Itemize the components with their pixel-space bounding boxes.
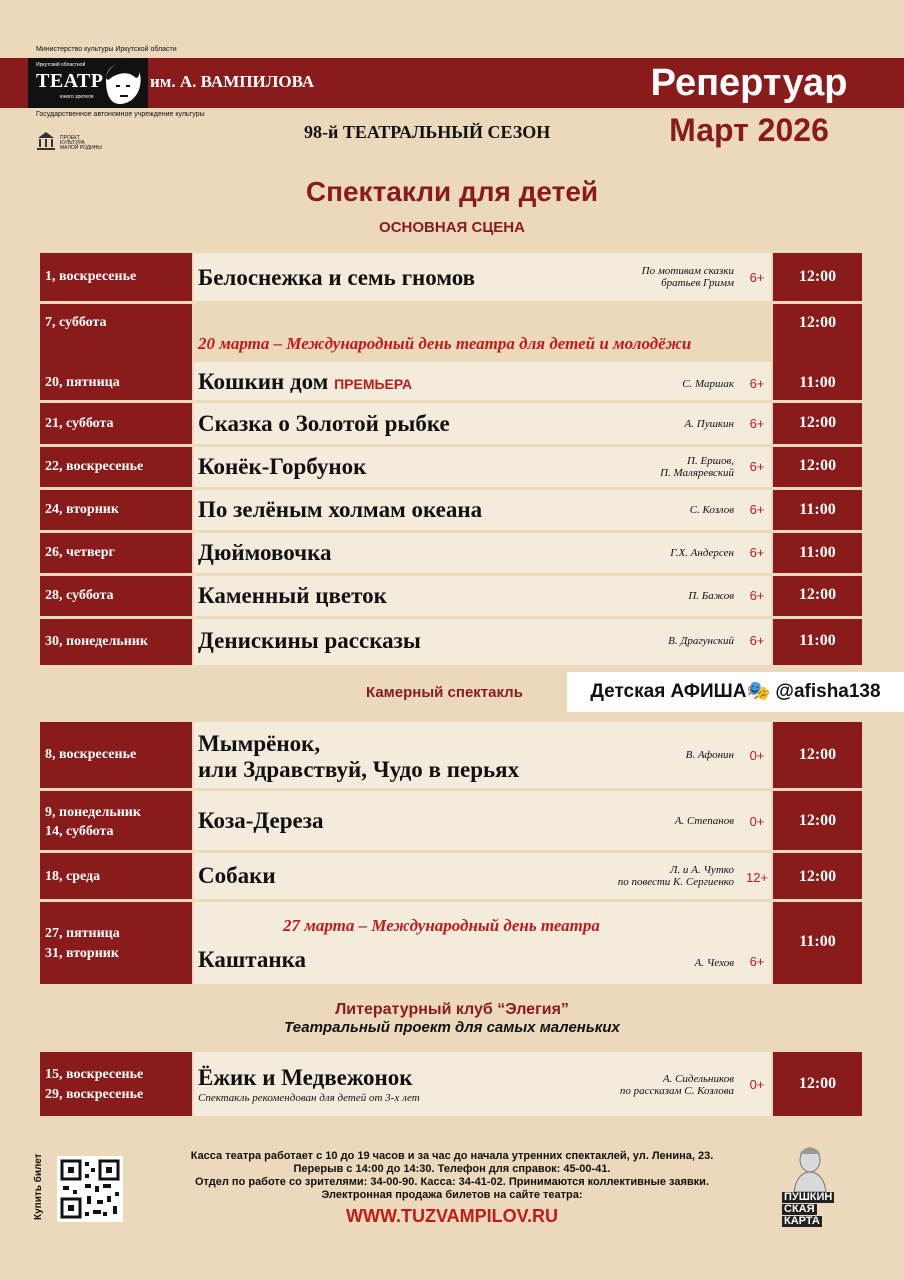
club-section-subtitle: Театральный проект для самых маленьких <box>284 1019 620 1036</box>
show-time: 12:00 <box>798 868 837 885</box>
logo-text: ТЕАТР <box>36 70 104 92</box>
event-note: 20 марта – Международный день театра для детей и молодёжи <box>198 334 692 353</box>
show-time: 11:00 <box>799 374 836 391</box>
logo-small-text: Иркутский областной <box>36 62 86 68</box>
schedule-row <box>40 447 862 487</box>
age-rating: 6+ <box>749 270 765 285</box>
row-date: 26, четверг <box>45 545 115 560</box>
play-title: Ёжик и Медвежонок <box>198 1065 413 1090</box>
play-author: С. Козлов <box>689 504 734 516</box>
schedule-row <box>40 853 862 899</box>
qr-code[interactable] <box>57 1156 123 1222</box>
row-date: 7, суббота <box>45 315 107 330</box>
play-title: Собаки <box>198 863 276 888</box>
play-author: А. Сидельников по рассказам С. Козлова <box>619 1073 734 1097</box>
row-date: 1, воскресенье <box>45 269 137 284</box>
age-recommendation-note: Спектакль рекомендован для детей от 3-х лет <box>198 1092 420 1104</box>
age-rating: 6+ <box>749 633 765 648</box>
row-date: 30, понедельник <box>45 634 148 649</box>
vampilov-portrait-icon <box>100 60 144 106</box>
show-time: 11:00 <box>799 933 836 950</box>
schedule-row <box>40 533 862 573</box>
club-section-title: Литературный клуб “Элегия” <box>335 1001 569 1018</box>
age-rating: 0+ <box>749 1077 765 1092</box>
play-author: Г.Х. Андерсен <box>670 547 734 559</box>
play-title: Коза-Дереза <box>198 808 324 833</box>
age-rating: 6+ <box>749 416 765 431</box>
row-date: 9, понедельник 14, суббота <box>45 805 141 839</box>
row-date: 27, пятница 31, вторник <box>45 926 120 961</box>
play-title: Дюймовочка <box>198 540 332 565</box>
schedule-row <box>40 576 862 616</box>
project-culture-label: ПРОЕКТ КУЛЬТУРА МАЛОЙ РОДИНЫ <box>60 135 102 151</box>
play-title: По зелёным холмам океана <box>198 497 483 522</box>
play-title: Белоснежка и семь гномов <box>198 265 476 290</box>
premiere-badge: ПРЕМЬЕРА <box>334 376 413 392</box>
show-time: 12:00 <box>798 1075 837 1092</box>
play-author: Л. и А. Чутко по повести К. Сергиенко <box>617 864 734 888</box>
row-date: 21, суббота <box>45 416 114 431</box>
project-culture-icon <box>36 130 56 152</box>
age-rating: 6+ <box>749 545 765 560</box>
age-rating: 0+ <box>749 814 765 829</box>
show-time: 12:00 <box>798 812 837 829</box>
website-link[interactable]: WWW.TUZVAMPILOV.RU <box>346 1206 558 1226</box>
age-rating: 6+ <box>749 588 765 603</box>
footer-info: Касса театра работает с 10 до 19 часов и за час до начала утренних спектаклей, ул. Ленина, 23. Перерыв с 14:00 до 14:30. Телефон для справок: 45-00-41. Отдел по работе со зрителями: 34-00-90. Касса: 34-41-02. Принимаются коллективные заявки. Электронная продажа билетов на сайте театра: <box>190 1150 714 1201</box>
afisha-watermark: Детская АФИША🎭 @afisha138 <box>567 672 904 712</box>
row-date: 20, пятница <box>45 375 120 390</box>
row-date: 8, воскресенье <box>45 747 137 762</box>
show-time: 12:00 <box>798 314 837 331</box>
play-author: А. Чехов <box>694 957 734 969</box>
play-title: Кошкин дом ПРЕМЬЕРА <box>198 369 413 394</box>
play-author: С. Маршак <box>682 378 734 390</box>
row-date: 24, вторник <box>45 502 119 517</box>
show-time: 11:00 <box>799 501 836 518</box>
buy-ticket-label: Купить билет <box>33 1153 44 1220</box>
age-rating: 6+ <box>749 502 765 517</box>
kids-section-title: Спектакли для детей <box>305 176 599 207</box>
row-date: 22, воскресенье <box>45 459 144 474</box>
schedule-row <box>40 791 862 850</box>
play-author: А. Пушкин <box>684 418 734 430</box>
age-rating: 6+ <box>749 459 765 474</box>
play-title: Каменный цветок <box>198 583 387 608</box>
play-title: Каштанка <box>198 947 307 972</box>
show-time: 12:00 <box>798 586 837 603</box>
schedule-row <box>40 619 862 665</box>
play-author: П. Ершов, П. Маляревский <box>660 455 734 479</box>
schedule-row <box>40 722 862 788</box>
schedule-row <box>40 304 862 400</box>
theater-name: им. А. ВАМПИЛОВА <box>150 72 315 91</box>
gov-institution-label: Государственное автономное учреждение культуры <box>36 111 205 118</box>
show-time: 12:00 <box>798 268 837 285</box>
show-time: 11:00 <box>799 544 836 561</box>
play-author: В. Драгунский <box>668 635 734 647</box>
schedule-row <box>40 253 862 301</box>
show-time: 12:00 <box>798 746 837 763</box>
play-title: Мымрёнок, или Здравствуй, Чудо в перьях <box>198 731 520 782</box>
play-title: Конёк-Горбунок <box>198 454 367 479</box>
show-time: 11:00 <box>799 632 836 649</box>
season-label: 98-й ТЕАТРАЛЬНЫЙ СЕЗОН <box>304 122 551 142</box>
age-rating: 6+ <box>749 376 765 391</box>
event-note: 27 марта – Международный день театра <box>283 916 600 935</box>
play-author: П. Бажов <box>688 590 734 602</box>
play-title: Денискины рассказы <box>198 628 421 653</box>
main-stage-label: ОСНОВНАЯ СЦЕНА <box>379 219 525 236</box>
schedule-row <box>40 490 862 530</box>
pushkin-card-logo: ПУШКИН СКАЯ КАРТА <box>784 1191 833 1227</box>
page-title: Репертуар <box>650 62 848 104</box>
ministry-label: Министерство культуры Иркутской области <box>36 46 177 53</box>
row-date: 28, суббота <box>45 588 114 603</box>
show-time: 12:00 <box>798 414 837 431</box>
logo-sub-text: юного зрителя <box>60 94 94 100</box>
play-author: По мотивам сказки братьев Гримм <box>641 265 734 289</box>
age-rating: 12+ <box>745 870 769 885</box>
show-time: 12:00 <box>798 457 837 474</box>
age-rating: 0+ <box>749 748 765 763</box>
schedule-row <box>40 403 862 444</box>
schedule-row <box>40 902 862 984</box>
play-title: Сказка о Золотой рыбке <box>198 411 450 436</box>
month-label: Март 2026 <box>669 112 829 148</box>
schedule-row <box>40 1052 862 1116</box>
row-date: 15, воскресенье 29, воскресенье <box>45 1067 144 1102</box>
age-rating: 6+ <box>749 954 765 969</box>
row-date: 18, среда <box>45 869 101 884</box>
chamber-section-title: Камерный спектакль <box>366 684 523 701</box>
play-author: А. Степанов <box>674 815 734 827</box>
pushkin-bust-icon <box>790 1146 830 1192</box>
play-author: В. Афонин <box>685 749 734 761</box>
